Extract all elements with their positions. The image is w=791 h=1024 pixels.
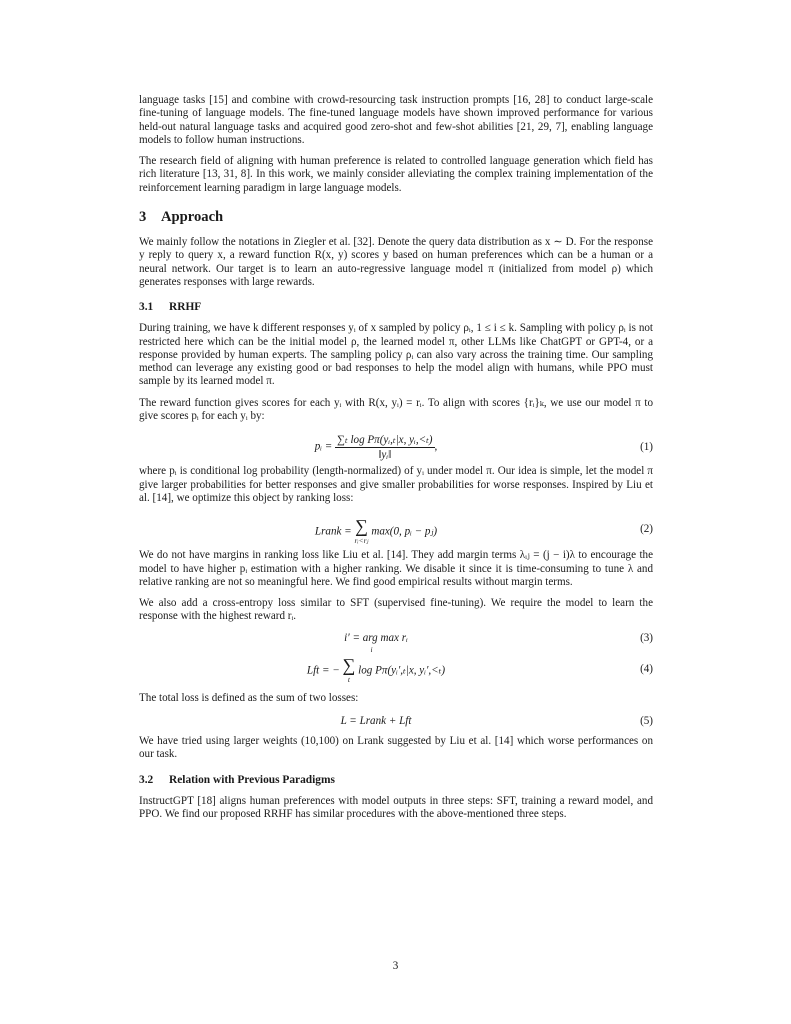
- section-title: Approach: [161, 209, 224, 226]
- subsection-title: Relation with Previous Paradigms: [169, 773, 335, 786]
- section-3-heading: [139, 209, 653, 226]
- equation-4: [139, 656, 653, 692]
- eq3-argmax: [344, 632, 399, 656]
- intro-paragraph-2: The research field of aligning with human preference is related to controlled language generation which field has rich literature [13, 31, 8]. In this work, we mainly consider alleviating the complex training implementation of the reinforcement learning paradigm in large language models.: [139, 155, 653, 194]
- paper-page: [139, 94, 653, 829]
- rrhf-paragraph-3: where pᵢ is conditional log probability (length-normalized) of yᵢ under model π. Our idea is simple, let the model π give larger probabilities for better responses and give smaller probabilities for worse responses. Inspired by Liu et al. [14], we optimize this object by ranking loss:: [139, 465, 653, 504]
- eq1-denominator: ‖yᵢ‖: [378, 449, 392, 462]
- equation-number-3: (3): [640, 631, 653, 644]
- equation-2: [139, 513, 653, 549]
- eq3-subscript: i: [370, 644, 373, 654]
- rrhf-paragraph-7: We have tried using larger weights (10,100) on Lrank suggested by Liu et al. [14] which worse performances on our task.: [139, 735, 653, 761]
- eq4-sum-subscript: t: [347, 674, 351, 684]
- equation-3: [139, 632, 653, 656]
- sigma-symbol: ∑: [355, 516, 368, 537]
- eq1-numerator: ∑ₜ log Pπ(yᵢ,ₜ|x, yᵢ,<ₜ): [337, 434, 433, 447]
- equation-1: [139, 431, 653, 465]
- section-number: 3: [139, 209, 147, 226]
- equation-number-4: (4): [640, 662, 653, 675]
- eq3-lhs: i′ = arg max: [344, 631, 399, 644]
- eq4-lhs: Lft = −: [306, 664, 340, 677]
- eq2-lhs: Lrank =: [314, 525, 352, 538]
- approach-paragraph-1: We mainly follow the notations in Ziegler et al. [32]. Denote the query data distribution as x ∼ D. For the response y reply to query x, a reward function R(x, y) scores y based on human preferences which can be a human or a neural network. Our target is to learn an auto-regressive language model π (initialized from model ρ) which generates responses with large rewards.: [139, 236, 653, 288]
- eq3-rhs: rᵢ: [401, 631, 408, 644]
- eq1-fraction: [335, 433, 434, 461]
- subsection-number: 3.1: [139, 301, 154, 314]
- eq5-body: L = Lrank + Lft: [340, 715, 412, 728]
- subsection-number: 3.2: [139, 773, 154, 786]
- section-3-1-heading: [139, 301, 653, 313]
- rrhf-paragraph-5: We also add a cross-entropy loss similar to SFT (supervised fine-tuning). We require the model to learn the response with the highest reward rᵢ.: [139, 597, 653, 623]
- eq2-sum: [354, 517, 368, 547]
- equation-number-2: (2): [640, 523, 653, 536]
- rrhf-paragraph-4: We do not have margins in ranking loss like Liu et al. [14]. They add margin terms λᵢⱼ = (j − i)λ to encourage the model to have higher pᵢ estimation with a higher ranking. We disable it since it is time-consuming to tune λ and relative ranking are not so meaningful here. We find good empirical results without margin terms.: [139, 549, 653, 588]
- equation-5: [139, 713, 653, 735]
- eq1-lhs: pᵢ =: [314, 440, 333, 453]
- page-number: 3: [392, 960, 399, 972]
- rrhf-paragraph-1: During training, we have k different responses yᵢ of x sampled by policy ρᵢ, 1 ≤ i ≤ k. Sampling with policy ρᵢ is not restricted here which can be the initial model ρ, the learned model π, other LLMs like ChatGPT or GPT-4, or a response provided by human experts. The sampling policy ρᵢ can also vary across the training time. Our sampling method can leverage any existing good or bad responses to help the model align with humans, while PPO must sample by its learned model π.: [139, 322, 653, 388]
- equation-number-5: (5): [640, 715, 653, 728]
- eq4-sum: [343, 656, 356, 686]
- eq4-rhs: log Pπ(yᵢ′,ₜ|x, yᵢ′,<ₜ): [358, 664, 446, 677]
- rrhf-paragraph-6: The total loss is defined as the sum of two losses:: [139, 691, 359, 704]
- eq2-rhs: max(0, pᵢ − pⱼ): [371, 525, 438, 538]
- section-3-2-heading: [139, 774, 653, 786]
- relation-paragraph-1: InstructGPT [18] aligns human preferences with model outputs in three steps: SFT, training a reward model, and PPO. We find our proposed RRHF has similar procedures with the above-mentioned three steps.: [139, 794, 653, 820]
- intro-paragraph-1: language tasks [15] and combine with crowd-resourcing task instruction prompts [16, 28] to conduct large-scale fine-tuning of language models. The fine-tuned language models have shown improved performance for various held-out natural language tasks and acquired good zero-shot and few-shot abilities [21, 29, 7], enabling language models to follow human instructions.: [139, 94, 653, 146]
- rrhf-paragraph-2: The reward function gives scores for each yᵢ with R(x, yᵢ) = rᵢ. To align with scores {rᵢ}ₖ, we use our model π to give scores pᵢ for each yᵢ by:: [139, 396, 653, 423]
- eq1-tail: ,: [434, 440, 438, 453]
- sigma-symbol: ∑: [342, 654, 356, 675]
- eq2-sum-subscript: rᵢ<rⱼ: [354, 536, 369, 546]
- subsection-title: RRHF: [169, 301, 202, 314]
- equation-number-1: (1): [640, 441, 653, 454]
